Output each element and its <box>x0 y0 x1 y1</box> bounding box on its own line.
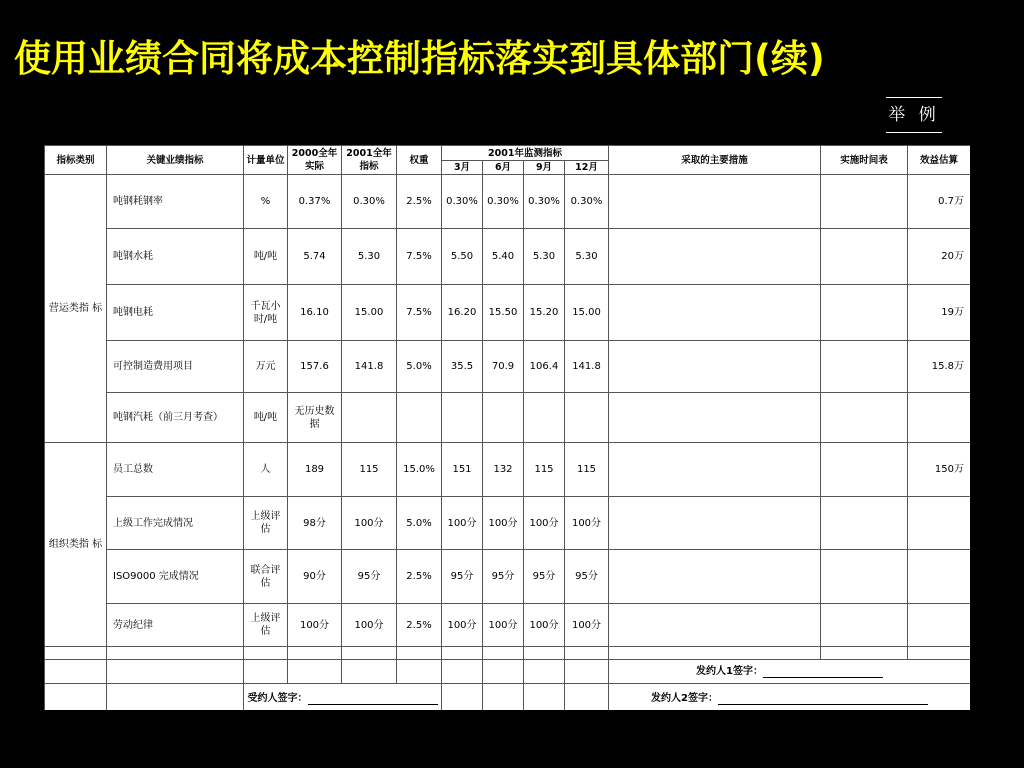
unit-cell: 吨/吨 <box>244 229 288 285</box>
value-2000-cell: 5.74 <box>288 229 342 285</box>
recipient-signature <box>244 684 442 711</box>
value-2000-cell: 无历史数据 <box>288 393 342 443</box>
table-row <box>45 604 971 647</box>
kpi-sheet <box>44 145 970 710</box>
header-month-12: 12月 <box>565 161 609 175</box>
month-3-cell: 100分 <box>442 497 483 550</box>
time-cell <box>821 604 908 647</box>
time-cell <box>821 341 908 393</box>
table-row <box>45 497 971 550</box>
month-9-cell: 15.20 <box>524 285 565 341</box>
benefit-cell: 0.7万 <box>908 175 970 229</box>
month-6-cell: 15.50 <box>483 285 524 341</box>
slide-title: 使用业绩合同将成本控制指标落实到具体部门(续) <box>14 37 825 80</box>
benefit-cell: 20万 <box>908 229 970 285</box>
measures-cell <box>609 443 821 497</box>
weight-cell: 2.5% <box>397 604 442 647</box>
month-9-cell: 95分 <box>524 550 565 604</box>
signature-row <box>45 684 971 711</box>
kpi-cell: 员工总数 <box>107 443 244 497</box>
table-row <box>45 443 971 497</box>
value-2000-cell: 189 <box>288 443 342 497</box>
month-12-cell: 141.8 <box>565 341 609 393</box>
issuer1-signature <box>609 660 970 684</box>
measures-cell <box>609 341 821 393</box>
header-month-3: 3月 <box>442 161 483 175</box>
month-9-cell: 0.30% <box>524 175 565 229</box>
time-cell <box>821 497 908 550</box>
issuer1-signature-label: 发约人1签字： <box>696 666 763 677</box>
kpi-cell: 吨钢电耗 <box>107 285 244 341</box>
header-month-6: 6月 <box>483 161 524 175</box>
value-2000-cell: 0.37% <box>288 175 342 229</box>
kpi-cell: 劳动纪律 <box>107 604 244 647</box>
kpi-cell: 吨钢耗钢率 <box>107 175 244 229</box>
month-3-cell: 5.50 <box>442 229 483 285</box>
header-2000: 2000全年实际 <box>288 146 342 175</box>
issuer2-signature-label: 发约人2签字： <box>651 693 718 704</box>
month-3-cell: 35.5 <box>442 341 483 393</box>
measures-cell <box>609 285 821 341</box>
month-9-cell: 100分 <box>524 604 565 647</box>
value-2000-cell: 157.6 <box>288 341 342 393</box>
month-12-cell: 115 <box>565 443 609 497</box>
time-cell <box>821 443 908 497</box>
header-weight: 权重 <box>397 146 442 175</box>
value-2000-cell: 90分 <box>288 550 342 604</box>
unit-cell: % <box>244 175 288 229</box>
table-row <box>45 175 971 229</box>
month-6-cell: 100分 <box>483 497 524 550</box>
header-category: 指标类别 <box>45 146 107 175</box>
value-2001-cell <box>342 393 397 443</box>
weight-cell: 2.5% <box>397 550 442 604</box>
header-2001: 2001全年指标 <box>342 146 397 175</box>
measures-cell <box>609 604 821 647</box>
benefit-cell <box>908 393 970 443</box>
month-3-cell: 151 <box>442 443 483 497</box>
unit-cell: 上级评估 <box>244 604 288 647</box>
benefit-cell: 19万 <box>908 285 970 341</box>
value-2000-cell: 98分 <box>288 497 342 550</box>
month-3-cell: 0.30% <box>442 175 483 229</box>
weight-cell: 5.0% <box>397 497 442 550</box>
measures-cell <box>609 393 821 443</box>
value-2000-cell: 16.10 <box>288 285 342 341</box>
time-cell <box>821 285 908 341</box>
unit-cell: 人 <box>244 443 288 497</box>
measures-cell <box>609 175 821 229</box>
value-2001-cell: 5.30 <box>342 229 397 285</box>
month-3-cell <box>442 393 483 443</box>
time-cell <box>821 229 908 285</box>
example-label: 举 例 <box>886 97 942 133</box>
value-2001-cell: 141.8 <box>342 341 397 393</box>
value-2001-cell: 100分 <box>342 497 397 550</box>
month-12-cell: 100分 <box>565 497 609 550</box>
unit-cell: 上级评估 <box>244 497 288 550</box>
signature-row <box>45 660 971 684</box>
kpi-cell: 上级工作完成情况 <box>107 497 244 550</box>
measures-cell <box>609 497 821 550</box>
month-6-cell: 0.30% <box>483 175 524 229</box>
category-cell: 营运类指 标 <box>45 175 107 443</box>
month-9-cell: 100分 <box>524 497 565 550</box>
kpi-cell: ISO9000 完成情况 <box>107 550 244 604</box>
benefit-cell <box>908 550 970 604</box>
issuer2-signature <box>609 684 970 711</box>
header-measures: 采取的主要措施 <box>609 146 821 175</box>
month-9-cell: 5.30 <box>524 229 565 285</box>
value-2001-cell: 95分 <box>342 550 397 604</box>
weight-cell: 5.0% <box>397 341 442 393</box>
month-6-cell: 95分 <box>483 550 524 604</box>
benefit-cell <box>908 497 970 550</box>
header-unit: 计量单位 <box>244 146 288 175</box>
benefit-cell: 150万 <box>908 443 970 497</box>
month-6-cell: 132 <box>483 443 524 497</box>
month-12-cell: 0.30% <box>565 175 609 229</box>
time-cell <box>821 393 908 443</box>
month-9-cell <box>524 393 565 443</box>
value-2001-cell: 100分 <box>342 604 397 647</box>
unit-cell: 万元 <box>244 341 288 393</box>
table-row <box>45 229 971 285</box>
table-row <box>45 393 971 443</box>
recipient-signature-line <box>308 704 438 705</box>
value-2001-cell: 15.00 <box>342 285 397 341</box>
table-row <box>45 341 971 393</box>
issuer1-signature-line <box>763 677 883 678</box>
month-6-cell: 100分 <box>483 604 524 647</box>
benefit-cell <box>908 604 970 647</box>
kpi-cell: 吨钢水耗 <box>107 229 244 285</box>
weight-cell: 7.5% <box>397 285 442 341</box>
month-6-cell <box>483 393 524 443</box>
kpi-cell: 可控制造费用项目 <box>107 341 244 393</box>
month-9-cell: 115 <box>524 443 565 497</box>
weight-cell <box>397 393 442 443</box>
unit-cell: 千瓦小时/吨 <box>244 285 288 341</box>
month-3-cell: 100分 <box>442 604 483 647</box>
table-row <box>45 550 971 604</box>
weight-cell: 7.5% <box>397 229 442 285</box>
weight-cell: 2.5% <box>397 175 442 229</box>
month-12-cell <box>565 393 609 443</box>
header-month-9: 9月 <box>524 161 565 175</box>
month-12-cell: 15.00 <box>565 285 609 341</box>
table-row <box>45 285 971 341</box>
benefit-cell: 15.8万 <box>908 341 970 393</box>
month-9-cell: 106.4 <box>524 341 565 393</box>
recipient-signature-label: 受约人签字： <box>247 693 308 704</box>
unit-cell: 吨/吨 <box>244 393 288 443</box>
month-6-cell: 70.9 <box>483 341 524 393</box>
value-2001-cell: 115 <box>342 443 397 497</box>
weight-cell: 15.0% <box>397 443 442 497</box>
header-kpi: 关键业绩指标 <box>107 146 244 175</box>
category-cell: 组织类指 标 <box>45 443 107 647</box>
month-12-cell: 100分 <box>565 604 609 647</box>
header-monitor-group: 2001年监测指标 <box>442 146 609 161</box>
issuer2-signature-line <box>718 704 928 705</box>
month-6-cell: 5.40 <box>483 229 524 285</box>
header-time: 实施时间表 <box>821 146 908 175</box>
time-cell <box>821 550 908 604</box>
month-12-cell: 5.30 <box>565 229 609 285</box>
measures-cell <box>609 229 821 285</box>
month-12-cell: 95分 <box>565 550 609 604</box>
header-row <box>45 146 971 161</box>
blank-row <box>45 647 971 660</box>
time-cell <box>821 175 908 229</box>
month-3-cell: 16.20 <box>442 285 483 341</box>
unit-cell: 联合评估 <box>244 550 288 604</box>
month-3-cell: 95分 <box>442 550 483 604</box>
kpi-table <box>44 145 970 710</box>
measures-cell <box>609 550 821 604</box>
kpi-cell: 吨钢汽耗（前三月考查） <box>107 393 244 443</box>
value-2000-cell: 100分 <box>288 604 342 647</box>
value-2001-cell: 0.30% <box>342 175 397 229</box>
header-benefit: 效益估算 <box>908 146 970 175</box>
